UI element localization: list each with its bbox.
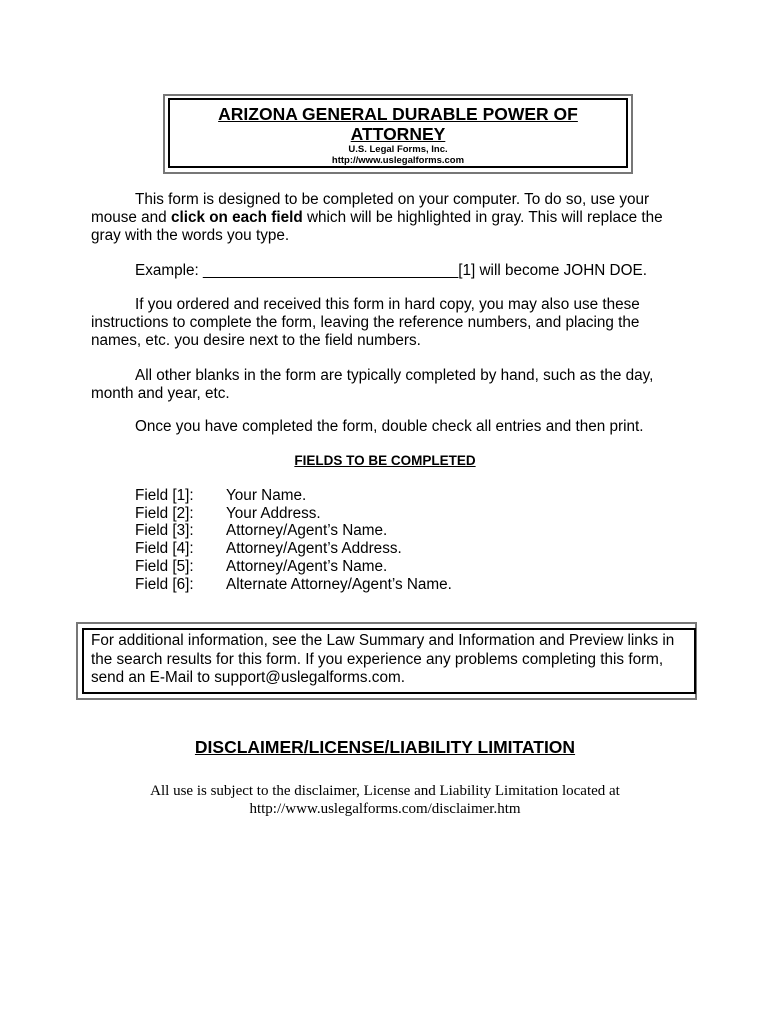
hard-copy-paragraph: If you ordered and received this form in hard copy, you may also use these instructions to complete the form, leaving the reference numbers, and placing the names, etc. you desire next to the field numbers. — [91, 296, 640, 349]
field-row — [135, 522, 452, 540]
disclaimer-url[interactable]: http://www.uslegalforms.com/disclaimer.htm — [249, 801, 521, 817]
field-row — [135, 576, 452, 594]
disclaimer-line1: All use is subject to the disclaimer, License and Liability Limitation located at — [150, 783, 620, 799]
intro-text-end: which will be highlighted in gray. This will replace the gray with the words you type. — [91, 209, 663, 244]
field-key: Field [1]: — [135, 487, 194, 504]
field-value: Your Address. — [226, 504, 321, 522]
intro-bold-text: click on each field — [170, 209, 303, 226]
intro-text: This form is designed to be completed on your computer. To do so, use your mouse and — [91, 191, 650, 226]
field-row — [135, 487, 452, 505]
field-key: Field [3]: — [135, 522, 194, 540]
fields-heading: FIELDS TO BE COMPLETED — [294, 453, 476, 468]
field-value: Attorney/Agent’s Name. — [226, 557, 388, 575]
field-value: Attorney/Agent’s Address. — [226, 540, 402, 558]
field-value: Attorney/Agent’s Name. — [226, 522, 388, 540]
field-key: Field [4]: — [135, 540, 194, 558]
company-url: http://www.uslegalforms.com — [331, 155, 465, 166]
field-row — [135, 540, 452, 558]
disclaimer-text — [0, 782, 770, 818]
field-row — [135, 505, 452, 523]
disclaimer-heading: DISCLAIMER/LICENSE/LIABILITY LIMITATION — [194, 737, 576, 757]
intro-paragraph — [91, 191, 681, 245]
document-title-line1: ARIZONA GENERAL DURABLE POWER OF — [218, 104, 578, 124]
document-title-line2: ATTORNEY — [350, 124, 446, 144]
title-box — [168, 98, 628, 168]
blanks-paragraph: All other blanks in the form are typically completed by hand, such as the day, month and year, etc. — [91, 367, 654, 402]
fields-list — [135, 487, 452, 593]
example-line: Example: ______________________________[1] will become JOHN DOE. — [135, 262, 647, 279]
field-row — [135, 558, 452, 576]
info-box: For additional information, see the Law Summary and Information and Preview links in the search results for this form. If you experience any problems completing this form, send an E-Mail to support@uslegalforms.com. — [82, 628, 696, 694]
company-name: U.S. Legal Forms, Inc. — [348, 144, 448, 155]
field-value: Alternate Attorney/Agent’s Name. — [226, 575, 452, 593]
field-key: Field [6]: — [135, 575, 194, 593]
field-value: Your Name. — [226, 487, 307, 504]
print-paragraph: Once you have completed the form, double check all entries and then print. — [135, 418, 644, 435]
field-key: Field [2]: — [135, 504, 194, 522]
field-key: Field [5]: — [135, 557, 194, 575]
